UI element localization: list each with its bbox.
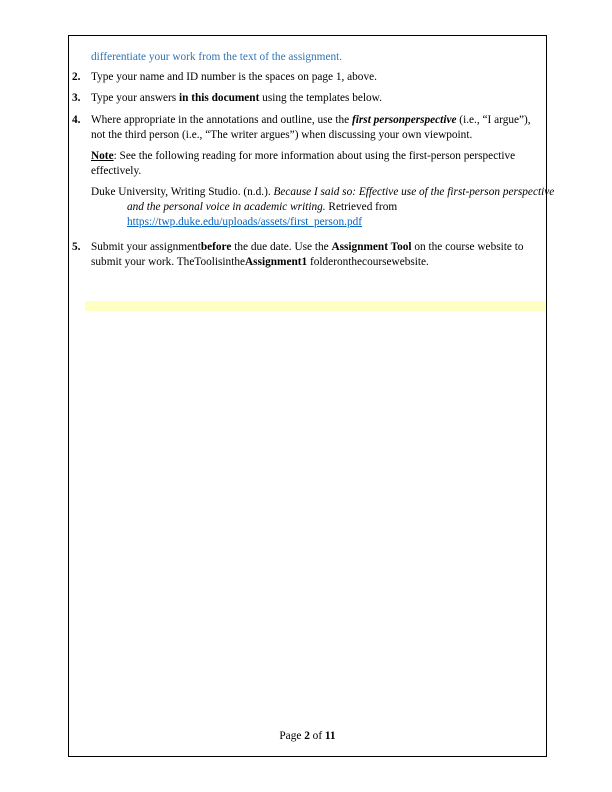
page-content	[69, 36, 555, 756]
reference-citation: Duke University, Writing Studio. (n.d.). Because I said so: Effective use of the first-person perspective and the personal voice in academic writing. Retrieved from https://twp.duke.edu/uploads/assets/first_person.pdf	[91, 186, 555, 228]
list-item-5	[72, 240, 543, 270]
list-item-text: Where appropriate in the annotations and outline, use the first personperspective (i.e., “I argue”), not the third person (i.e., “The writer argues”) when discussing your own viewpoint.	[91, 114, 531, 141]
total-pages: 11	[324, 730, 336, 742]
highlight-bar	[85, 301, 545, 311]
reference-link[interactable]: https://twp.duke.edu/uploads/assets/first_person.pdf	[127, 216, 363, 228]
list-item-4	[72, 113, 543, 143]
list-item-3	[72, 91, 543, 106]
continuation-text: differentiate your work from the text of the assignment.	[91, 51, 343, 63]
note-paragraph	[91, 149, 543, 179]
list-item-text: Type your name and ID number is the spaces on page 1, above.	[91, 71, 377, 83]
list-number: 4.	[72, 114, 81, 126]
list-item-text: Type your answers in this document using the templates below.	[91, 92, 382, 104]
reference-title: Because I said so: Effective use of the first-person perspective and the personal voice in academic writing.	[127, 186, 555, 213]
note-label: Note	[91, 150, 114, 162]
list-number: 2.	[72, 71, 81, 83]
list-number: 5.	[72, 241, 81, 253]
current-page: 2	[304, 730, 310, 742]
list-item-2	[72, 70, 543, 85]
list-number: 3.	[72, 92, 81, 104]
note-text: : See the following reading for more information about using the first-person perspective effectively.	[91, 150, 516, 177]
page-frame	[68, 35, 555, 757]
list-item-text: Submit your assignmentbefore the due date. Use the Assignment Tool on the course website to submit your work. TheToolisintheAssignment1 folderonthecoursewebsite.	[91, 241, 524, 268]
page-footer: Page 2 of 11	[279, 730, 336, 742]
